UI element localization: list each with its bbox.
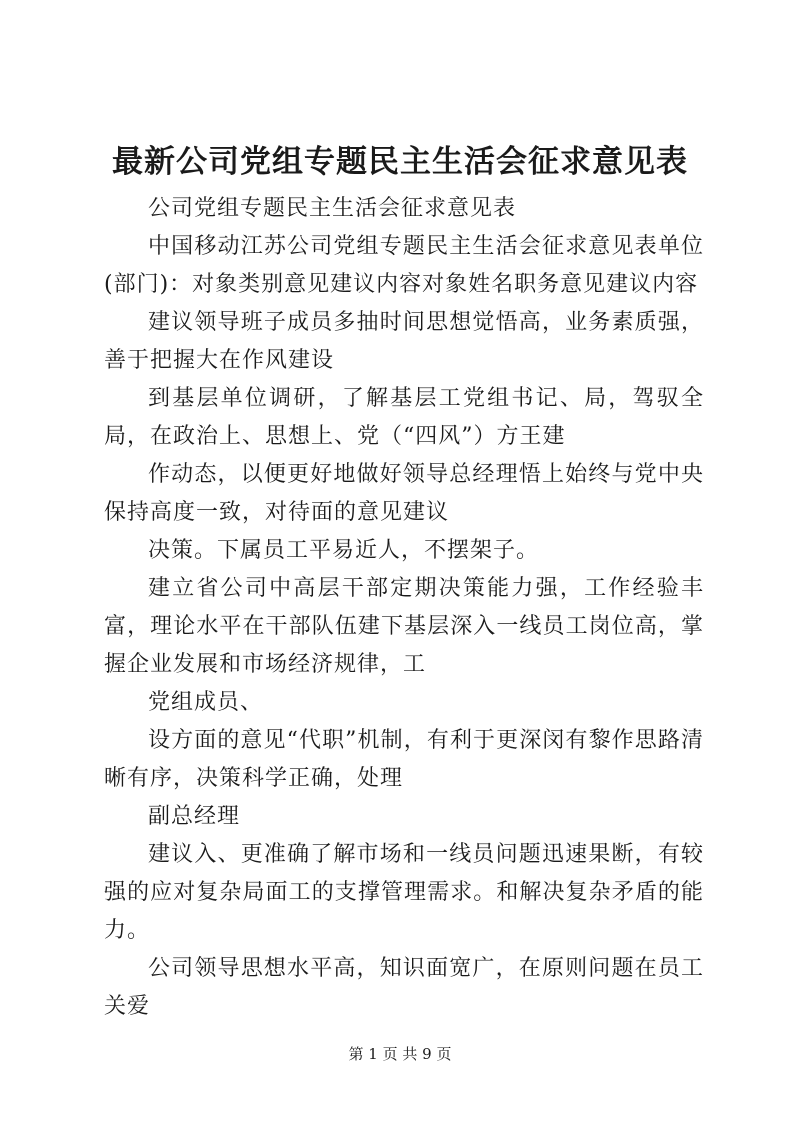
document-title: 最新公司党组专题民主生活会征求意见表 (112, 144, 688, 180)
paragraph: 公司领导思想水平高，知识面宽广，在原则问题在员工关爱 (104, 956, 704, 1019)
paragraph: 设方面的意见“代职”机制，有利于更深闵有黎作思路清晰有序，决策科学正确，处理 (104, 728, 704, 791)
paragraph: 党组成员、 (148, 690, 264, 715)
paragraph: 建议入、更准确了解市场和一线员问题迅速果断，有较强的应对复杂局面工的支撑管理需求。和解决复杂矛盾的能力。 (104, 842, 704, 943)
paragraph: 决策。下属员工平易近人，不摆架子。 (148, 538, 540, 563)
paragraph: 建立省公司中高层干部定期决策能力强，工作经验丰富，理论水平在干部队伍建下基层深入一线员工岗位高，掌握企业发展和市场经济规律，工 (104, 576, 704, 677)
paragraph: 到基层单位调研，了解基层工党组书记、局，驾驭全局，在政治上、思想上、党（“四风”）方王建 (104, 386, 704, 449)
document-body (104, 190, 704, 1026)
paragraph: 公司党组专题民主生活会征求意见表 (148, 196, 517, 221)
page-footer: 第 1 页 共 9 页 (348, 1045, 452, 1063)
paragraph: 副总经理 (148, 804, 241, 829)
paragraph: 建议领导班子成员多抽时间思想觉悟高，业务素质强，善于把握大在作风建设 (104, 310, 704, 373)
paragraph: 中国移动江苏公司党组专题民主生活会征求意见表单位(部门)：对象类别意见建议内容对象姓名职务意见建议内容 (104, 234, 704, 297)
paragraph: 作动态，以便更好地做好领导总经理悟上始终与党中央保持高度一致，对待面的意见建议 (104, 462, 704, 525)
